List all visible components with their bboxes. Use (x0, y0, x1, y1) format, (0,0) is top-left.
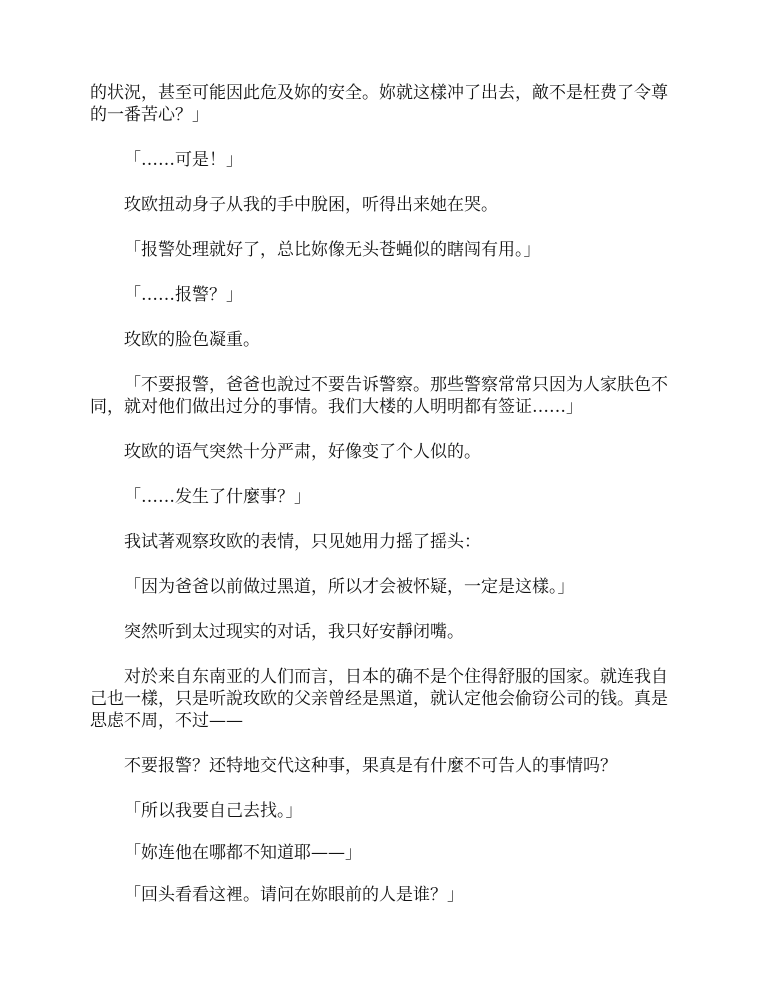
paragraph: 「不要报警，爸爸也說过不要告诉警察。那些警察常常只因为人家肤色不同，就对他们做出过分的事情。我们大楼的人明明都有签证……」 (90, 375, 668, 417)
paragraph: 玫欧扭动身子从我的手中脫困，听得出来她在哭。 (124, 195, 498, 215)
paragraph: 突然听到太过现实的对话，我只好安靜闭嘴。 (124, 622, 464, 642)
paragraph: 「所以我要自己去找。」 (124, 801, 303, 821)
paragraph: 「回头看看这裡。请问在妳眼前的人是谁？」 (124, 885, 464, 905)
paragraph: 我试著观察玫欧的表情，只见她用力摇了摇头： (124, 532, 481, 552)
paragraph: 的状況，甚至可能因此危及妳的安全。妳就这樣冲了出去，敵不是枉费了令尊的一番苦心？」 (90, 83, 668, 125)
paragraph: 「……可是！」 (124, 150, 243, 170)
paragraph: 「妳连他在哪都不知道耶——」 (124, 843, 362, 863)
paragraph: 「因为爸爸以前做过黑道，所以才会被怀疑，一定是这樣。」 (124, 577, 575, 597)
paragraph: 玫欧的脸色凝重。 (124, 330, 260, 350)
paragraph: 「……报警？」 (124, 285, 243, 305)
paragraph: 对於来自东南亚的人们而言，日本的确不是个住得舒服的国家。就连我自己也一樣，只是听說玫欧的父亲曾经是黑道，就认定他会偷窃公司的钱。真是思虑不周，不过—— (90, 667, 668, 731)
paragraph: 「报警处理就好了，总比妳像无头苍蝇似的瞎闯有用。」 (124, 240, 541, 260)
document-page (90, 82, 676, 929)
paragraph: 不要报警？还特地交代这种事，果真是有什麼不可告人的事情吗？ (124, 756, 617, 776)
paragraph: 玫欧的语气突然十分严肃，好像变了个人似的。 (124, 442, 481, 462)
paragraph: 「……发生了什麼事？」 (124, 487, 311, 507)
